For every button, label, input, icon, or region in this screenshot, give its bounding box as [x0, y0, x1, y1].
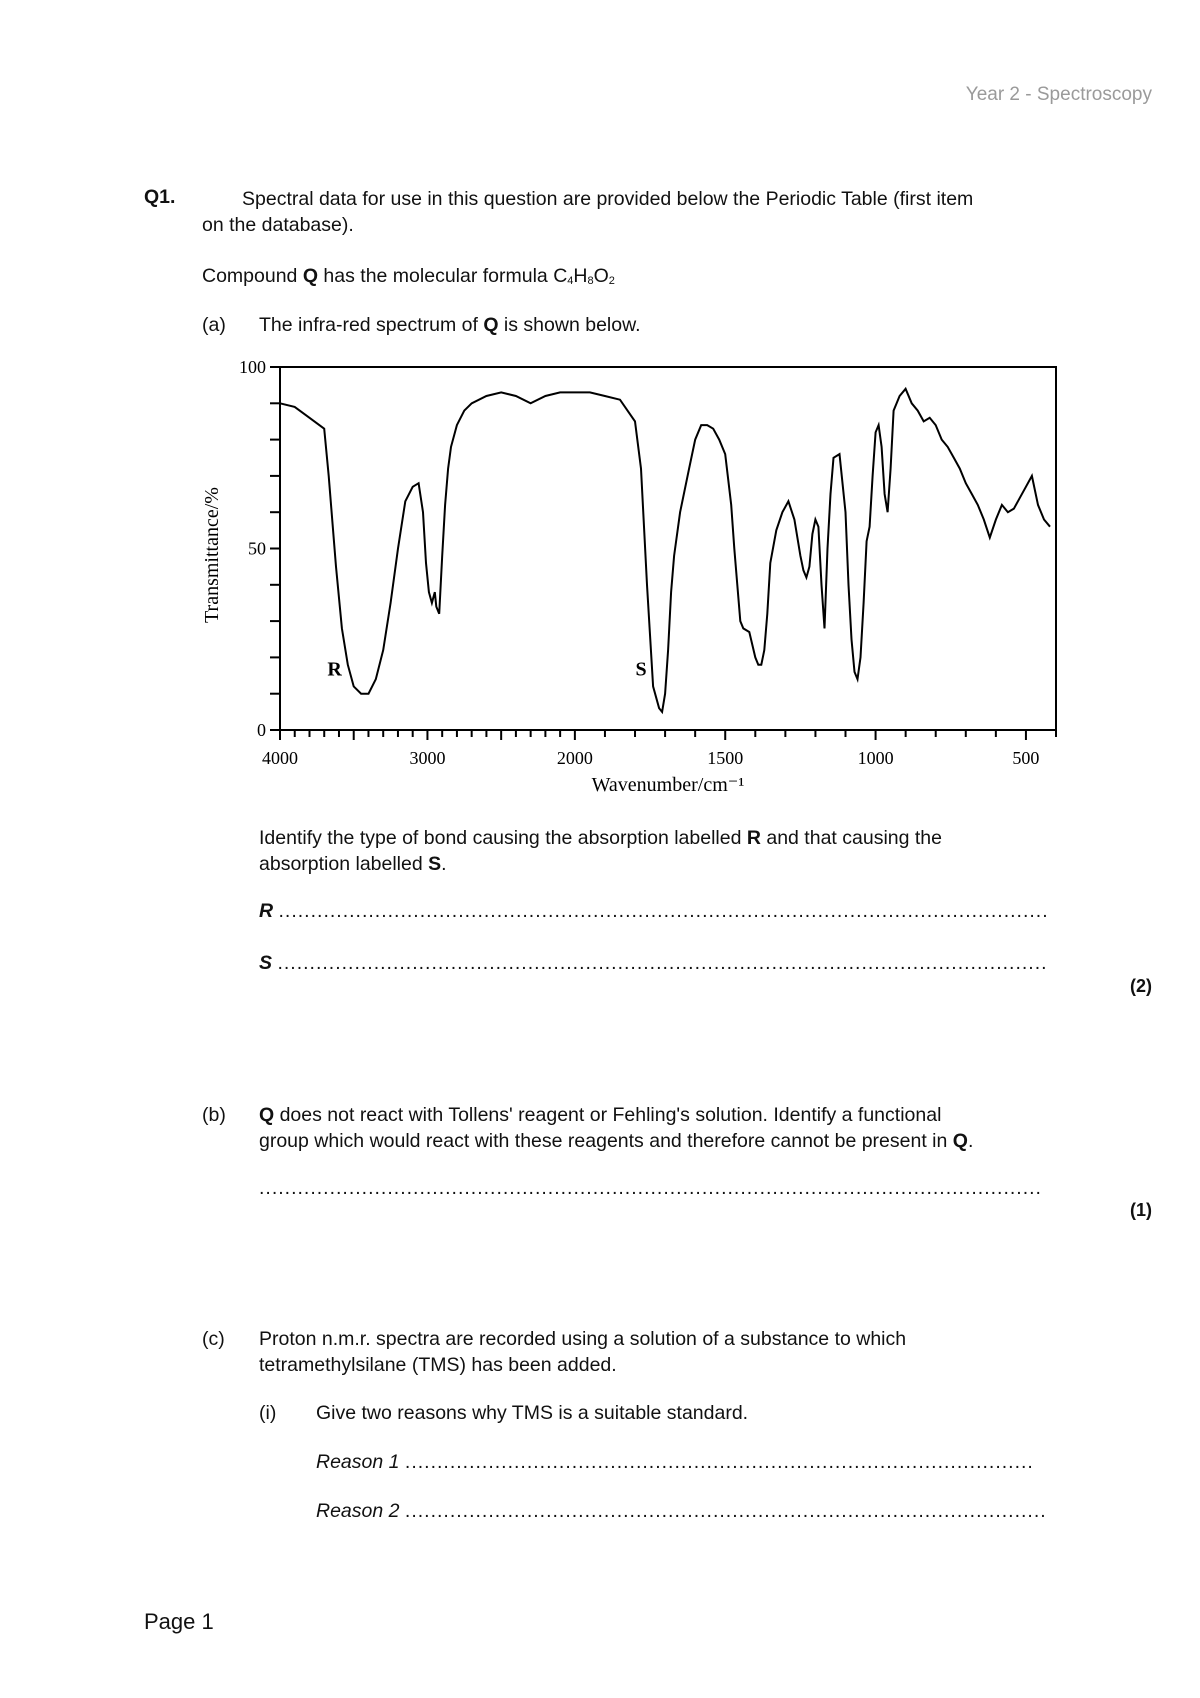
- x-tick-label: 3000: [409, 748, 446, 768]
- reason-2-line[interactable]: [316, 1498, 1047, 1524]
- y-minor-ticks: [270, 367, 280, 730]
- x-tick-label: 2000: [556, 748, 593, 768]
- y-tick-label: 50: [248, 538, 266, 559]
- part-c-i-label: (i): [259, 1402, 277, 1424]
- y-tick-label: 100: [239, 357, 266, 377]
- x-tick-label: 1000: [857, 748, 894, 768]
- x-axis-label: Wavenumber/cm⁻¹: [591, 774, 745, 796]
- page-header: Year 2 - Spectroscopy: [965, 84, 1152, 105]
- y-tick-labels: [239, 357, 266, 740]
- peak-label-s: S: [635, 658, 647, 681]
- answer-line-s[interactable]: [259, 950, 1048, 976]
- reason-1-label: Reason 1: [316, 1451, 400, 1473]
- reason-2-label: Reason 2: [316, 1500, 400, 1522]
- answer-b-dots[interactable]: ..........................................................................................................................: [259, 1177, 1042, 1199]
- intro-line-1: Spectral data for use in this question are provided below the Periodic Table (first item: [242, 188, 974, 210]
- compound-q: Q: [302, 265, 318, 287]
- intro-line-2: on the database).: [202, 214, 354, 236]
- part-b-label: (b): [202, 1104, 226, 1126]
- answer-line-b[interactable]: [259, 1175, 1042, 1201]
- reason-2-dots[interactable]: ....................................................................................................: [404, 1500, 1047, 1522]
- answer-r-label: R: [259, 900, 274, 922]
- reason-1-line[interactable]: [316, 1449, 1034, 1475]
- x-tick-labels: [262, 748, 1039, 768]
- reason-1-dots[interactable]: ..................................................................................................: [404, 1451, 1034, 1473]
- x-minor-ticks: [280, 730, 1056, 740]
- question-intro: [202, 186, 1102, 238]
- part-c-text: Proton n.m.r. spectra are recorded using a solution of a substance to which tetramethylsilane (TMS) has been added.: [259, 1328, 907, 1376]
- part-c-i-text: Give two reasons why TMS is a suitable standard.: [316, 1402, 749, 1424]
- part-a-label: (a): [202, 314, 226, 336]
- plot-frame: [280, 367, 1056, 730]
- part-a-marks: (2): [1130, 976, 1152, 996]
- x-tick-label: 4000: [262, 748, 298, 768]
- part-a-stem: The infra-red spectrum of Q is shown below.: [259, 314, 641, 336]
- compound-statement: Compound Q has the molecular formula $C_4H_8O_2$: [202, 265, 615, 287]
- x-tick-label: 500: [1012, 748, 1040, 768]
- x-tick-label: 1500: [707, 748, 744, 768]
- part-a-identify: Identify the type of bond causing the absorption labelled R and that causing the absorption labelled S.: [259, 827, 942, 875]
- peak-annotations: [327, 659, 646, 681]
- y-tick-label: 0: [257, 720, 266, 740]
- answer-s-label: S: [259, 952, 273, 974]
- part-b-marks: (1): [1130, 1200, 1152, 1220]
- question-number: Q1.: [144, 186, 176, 208]
- peak-label-r: R: [327, 658, 342, 681]
- answer-r-dots[interactable]: ........................................................................................................................: [278, 900, 1049, 922]
- part-b-text: Q does not react with Tollens' reagent or Fehling's solution. Identify a functional group which would react with these reagents and therefore cannot be present in Q.: [259, 1104, 974, 1152]
- part-c-label: (c): [202, 1328, 225, 1350]
- answer-line-r[interactable]: [259, 898, 1049, 924]
- spectrum-line: [280, 389, 1050, 712]
- page-number: Page 1: [144, 1609, 214, 1634]
- answer-s-dots[interactable]: ........................................................................................................................: [277, 952, 1048, 974]
- ir-spectrum-chart: [190, 355, 1070, 810]
- y-axis-label: Transmittance/%: [201, 487, 223, 623]
